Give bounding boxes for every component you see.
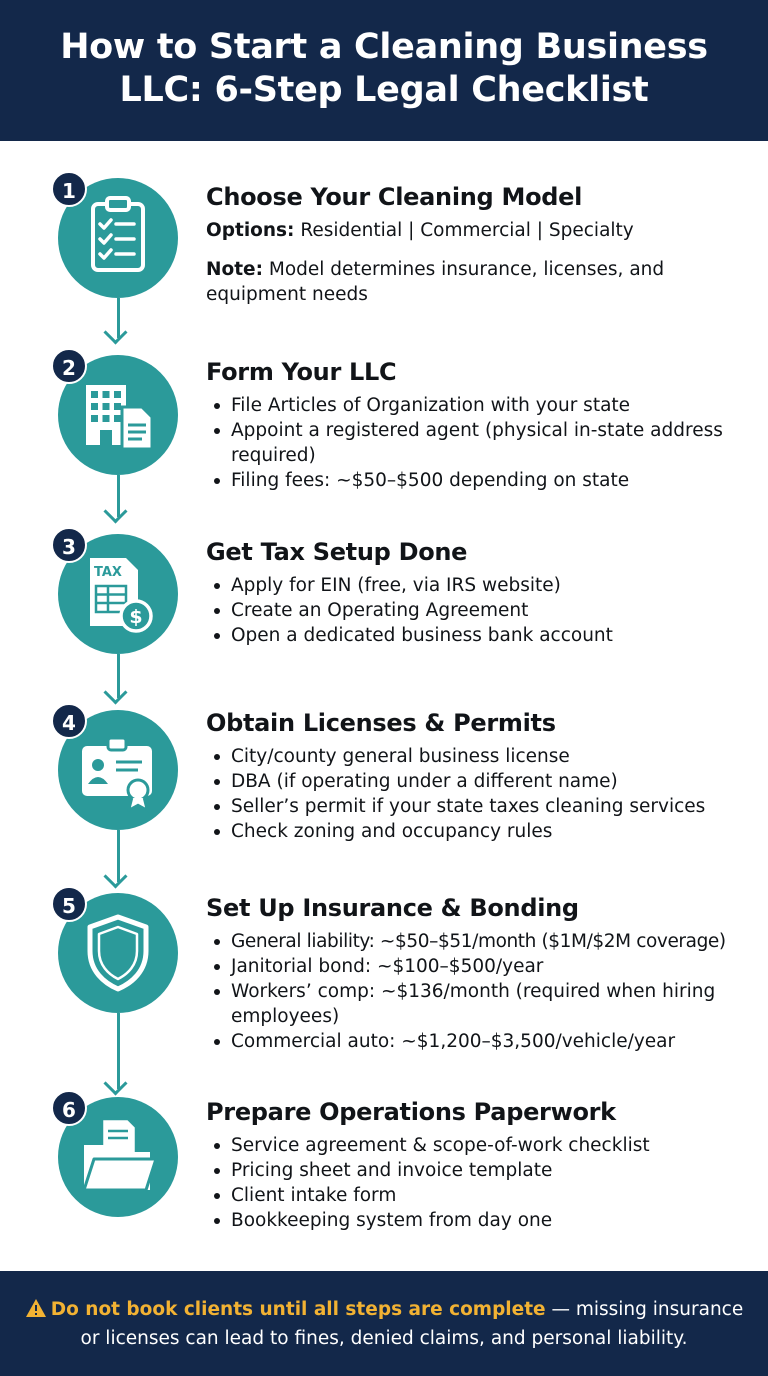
step-1-title: Choose Your Cleaning Model xyxy=(206,183,583,211)
header-banner xyxy=(0,0,768,141)
step-1-note xyxy=(206,257,758,307)
list-item: File Articles of Organization with your state xyxy=(206,393,758,418)
step-6-content xyxy=(206,1097,758,1233)
list-item: Check zoning and occupancy rules xyxy=(206,819,758,844)
step-2-title: Form Your LLC xyxy=(206,358,397,386)
note-text: Model determines insurance, licenses, and equipment needs xyxy=(206,259,665,305)
step-3-number: 3 xyxy=(51,527,87,563)
list-item: Bookkeeping system from day one xyxy=(206,1208,758,1233)
options-label: Options: xyxy=(206,220,295,241)
step-6-title: Prepare Operations Paperwork xyxy=(206,1098,616,1126)
step-4-content xyxy=(206,708,758,844)
warning-emphasis: Do not book clients until all steps are complete xyxy=(50,1299,546,1320)
title-line-1: How to Start a Cleaning Business xyxy=(60,27,708,67)
list-item: Create an Operating Agreement xyxy=(206,598,758,623)
step-3-content xyxy=(206,537,758,648)
tax-icon-label: TAX xyxy=(94,565,122,580)
list-item: Filing fees: ~$50–$500 depending on state xyxy=(206,468,758,493)
list-item: Apply for EIN (free, via IRS website) xyxy=(206,573,758,598)
step-2-number: 2 xyxy=(51,348,87,384)
list-item: Seller’s permit if your state taxes cleaning services xyxy=(206,794,758,819)
step-4-number: 4 xyxy=(51,703,87,739)
step-3-bullets xyxy=(206,573,758,648)
step-4-bullets xyxy=(206,744,758,844)
list-item: Service agreement & scope-of-work checklist xyxy=(206,1133,758,1158)
arrow-1-2 xyxy=(103,320,127,344)
list-item: Appoint a registered agent (physical in-state address required) xyxy=(206,418,758,468)
warning-message xyxy=(20,1297,748,1352)
list-item: Commercial auto: ~$1,200–$3,500/vehicle/year xyxy=(206,1029,758,1054)
title-line-2: LLC: 6-Step Legal Checklist xyxy=(119,70,649,110)
note-label: Note: xyxy=(206,259,263,280)
step-5-bullets xyxy=(206,929,758,1054)
list-item: Workers’ comp: ~$136/month (required when hiring employees) xyxy=(206,979,758,1029)
list-item: Open a dedicated business bank account xyxy=(206,623,758,648)
list-item: General liability: ~$50–$51/month ($1M/$2M coverage) xyxy=(206,929,758,954)
step-6-number: 6 xyxy=(51,1090,87,1126)
list-item: City/county general business license xyxy=(206,744,758,769)
list-item: Janitorial bond: ~$100–$500/year xyxy=(206,954,758,979)
warning-icon xyxy=(25,1298,47,1326)
list-item: DBA (if operating under a different name) xyxy=(206,769,758,794)
list-item: Client intake form xyxy=(206,1183,758,1208)
options-text: Residential | Commercial | Specialty xyxy=(300,220,634,241)
step-5-title: Set Up Insurance & Bonding xyxy=(206,894,579,922)
arrow-3-4 xyxy=(103,680,127,704)
step-3-title: Get Tax Setup Done xyxy=(206,538,468,566)
step-5-content xyxy=(206,893,758,1054)
step-2-bullets xyxy=(206,393,758,493)
svg-text:$: $ xyxy=(129,606,143,628)
warning-detail: — missing insurance or licenses can lead to fines, denied claims, and personal liability. xyxy=(80,1299,744,1349)
step-5-number: 5 xyxy=(51,886,87,922)
page-title xyxy=(0,26,768,112)
step-4-title: Obtain Licenses & Permits xyxy=(206,709,556,737)
step-1-content xyxy=(206,182,758,307)
step-1-number: 1 xyxy=(51,171,87,207)
step-1-options xyxy=(206,218,758,243)
list-item: Pricing sheet and invoice template xyxy=(206,1158,758,1183)
step-6-bullets xyxy=(206,1133,758,1233)
warning-footer xyxy=(0,1271,768,1376)
arrow-4-5 xyxy=(103,864,127,888)
arrow-5-6 xyxy=(103,1071,127,1095)
step-2-content xyxy=(206,357,758,493)
arrow-2-3 xyxy=(103,499,127,523)
